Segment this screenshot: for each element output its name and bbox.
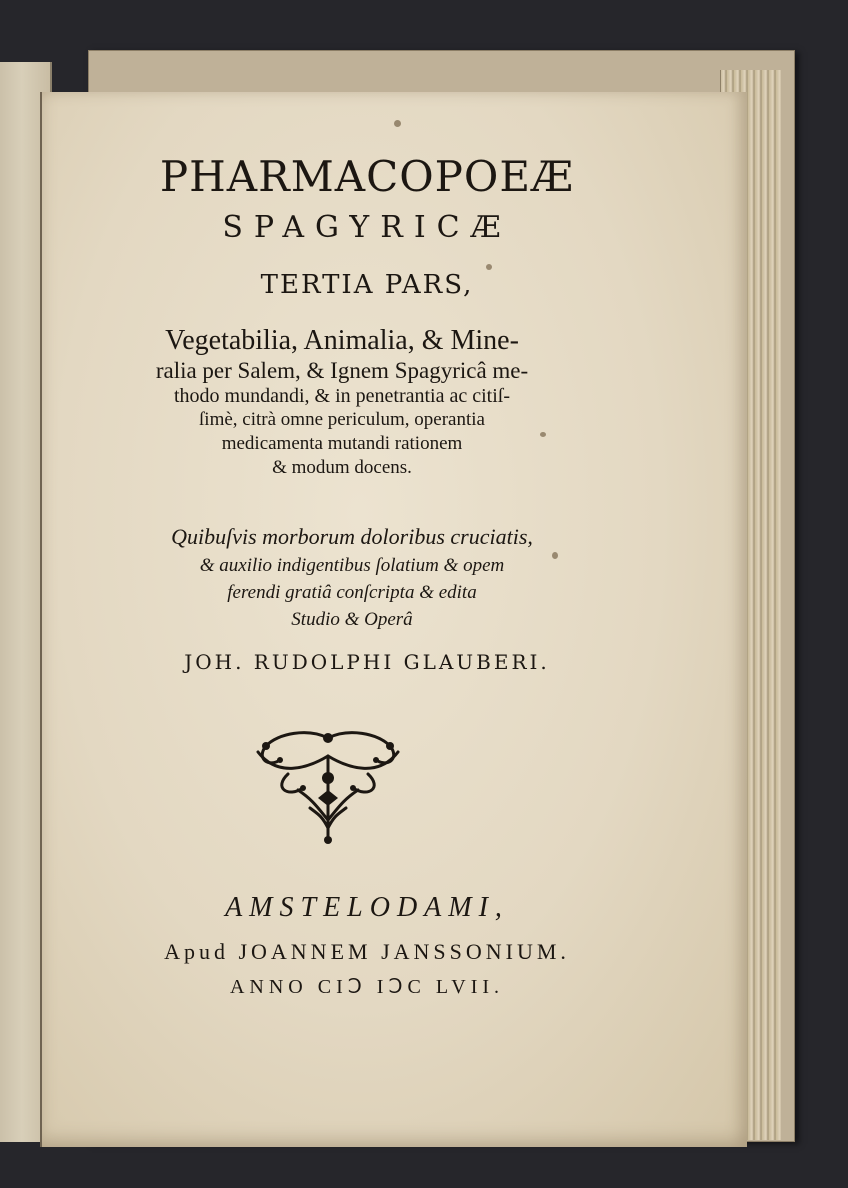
- imprint-publisher: Apud JOANNEM JANSSONIUM.: [164, 939, 570, 964]
- description-line: ſimè, citrà omne periculum, operantia: [199, 409, 485, 430]
- dedication-line: & auxilio indigentibus ſolatium & opem: [199, 555, 505, 576]
- dedication-block: [82, 522, 622, 633]
- description-line: & modum docens.: [272, 457, 412, 478]
- author-name: JOH. RUDOLPHI GLAUBERI.: [184, 650, 550, 674]
- left-fragment: [0, 335, 4, 361]
- imprint-place: AMSTELODAMI,: [225, 892, 509, 923]
- description-block: [92, 325, 592, 480]
- left-fragment: [0, 465, 4, 491]
- description-line: Vegetabilia, Animalia, & Mine-: [165, 325, 519, 356]
- dedication-line: Studio & Operâ: [291, 609, 413, 630]
- book-subtitle: SPAGYRICÆ: [222, 210, 512, 245]
- imprint-year: ANNO CIↃ IↃC LVII.: [229, 976, 505, 998]
- dedication-line: Quibuſvis morborum doloribus cruciatis,: [171, 524, 533, 549]
- left-fragment: [0, 309, 4, 335]
- left-fragment: [0, 413, 4, 439]
- stain: [394, 120, 401, 127]
- book-part: TERTIA PARS,: [260, 270, 474, 300]
- left-page-text-fragments: [0, 257, 4, 517]
- book-title: PHARMACOPOEÆ: [159, 152, 575, 201]
- left-fragment: [0, 361, 4, 387]
- description-line: thodo mundandi, & in penetrantia ac citiſ-: [173, 385, 510, 407]
- left-fragment: [0, 387, 4, 413]
- left-fragment: [0, 257, 4, 283]
- title-page: [40, 92, 747, 1147]
- description-line: ralia per Salem, & Ignem Spagyricâ me-: [155, 358, 529, 383]
- printers-ornament-icon: [248, 728, 408, 848]
- dedication-line: ferendi gratiâ conſcripta & edita: [227, 582, 477, 603]
- description-line: medicamenta mutandi rationem: [221, 433, 463, 454]
- left-fragment: [0, 439, 4, 465]
- left-fragment: [0, 283, 4, 309]
